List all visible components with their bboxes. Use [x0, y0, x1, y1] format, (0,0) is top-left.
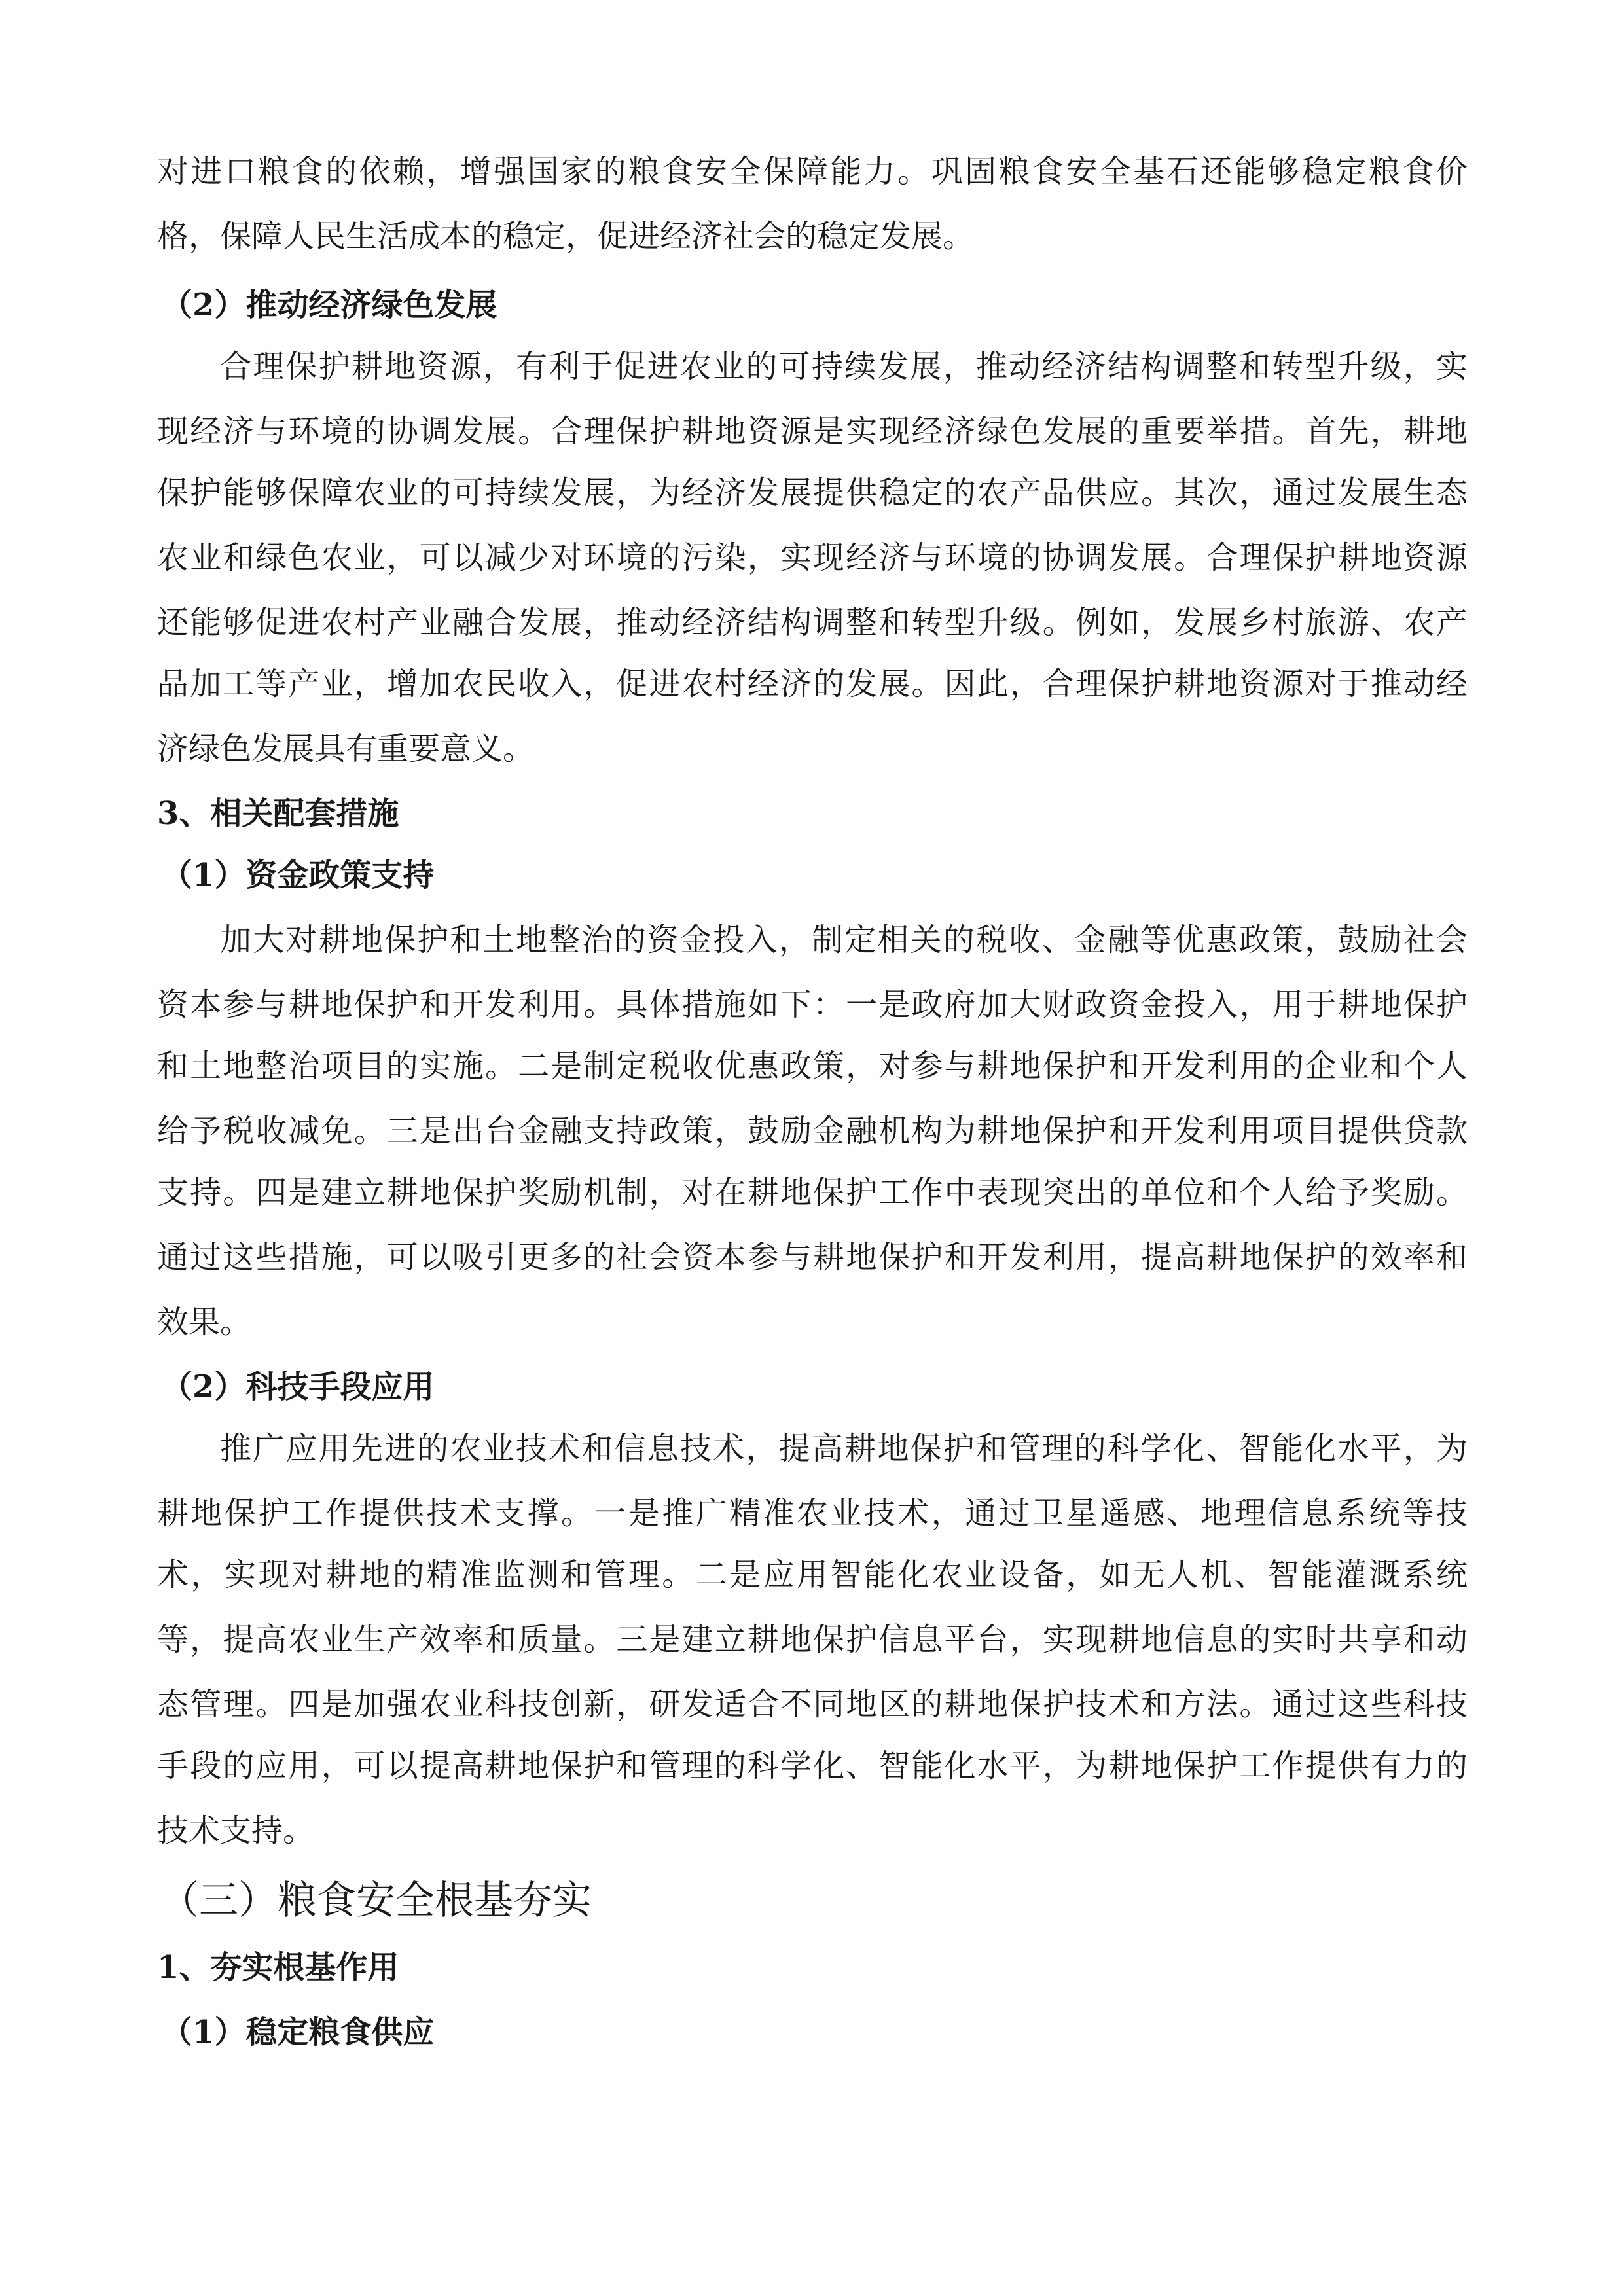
- text-line: 还能够促进农村产业融合发展，推动经济结构调整和转型升级。例如，发展乡村旅游、农产: [157, 604, 1468, 641]
- text-line: 现经济与环境的协调发展。合理保护耕地资源是实现经济绿色发展的重要举措。首先，耕地: [157, 413, 1468, 450]
- text-line: 技术支持。: [157, 1812, 315, 1849]
- text-line: 和土地整治项目的实施。二是制定税收优惠政策，对参与耕地保护和开发利用的企业和个人: [157, 1048, 1468, 1085]
- text-line: 加大对耕地保护和土地整治的资金投入，制定相关的税收、金融等优惠政策，鼓励社会: [220, 922, 1468, 958]
- subsection-heading: （1）资金政策支持: [161, 857, 435, 893]
- text-line: 对进口粮食的依赖，增强国家的粮食安全保障能力。巩固粮食安全基石还能够稳定粮食价: [157, 153, 1468, 190]
- chapter-heading: （三）粮食安全根基夯实: [160, 1878, 592, 1924]
- text-line: 保护能够保障农业的可持续发展，为经济发展提供稳定的农产品供应。其次，通过发展生态: [157, 475, 1468, 511]
- text-line: 给予税收减免。三是出台金融支持政策，鼓励金融机构为耕地保护和开发利用项目提供贷款: [157, 1113, 1468, 1149]
- text-line: 推广应用先进的农业技术和信息技术，提高耕地保护和管理的科学化、智能化水平，为: [220, 1430, 1468, 1467]
- text-line: 手段的应用，可以提高耕地保护和管理的科学化、智能化水平，为耕地保护工作提供有力的: [157, 1748, 1468, 1784]
- text-line: 态管理。四是加强农业科技创新，研发适合不同地区的耕地保护技术和方法。通过这些科技: [157, 1686, 1468, 1723]
- subsection-heading: （1）稳定粮食供应: [161, 2014, 435, 2051]
- text-line: 术，实现对耕地的精准监测和管理。二是应用智能化农业设备，如无人机、智能灌溉系统: [157, 1556, 1468, 1593]
- text-line: 品加工等产业，增加农民收入，促进农村经济的发展。因此，合理保护耕地资源对于推动经: [157, 666, 1468, 702]
- text-line: 合理保护耕地资源，有利于促进农业的可持续发展，推动经济结构调整和转型升级，实: [220, 348, 1468, 385]
- subsection-heading: （2）推动经济绿色发展: [161, 287, 497, 323]
- text-line: 效果。: [157, 1304, 252, 1340]
- text-line: 格，保障人民生活成本的稳定，促进经济社会的稳定发展。: [157, 218, 975, 255]
- text-line: 农业和绿色农业，可以减少对环境的污染，实现经济与环境的协调发展。合理保护耕地资源: [157, 539, 1468, 576]
- text-line: 支持。四是建立耕地保护奖励机制，对在耕地保护工作中表现突出的单位和个人给予奖励。: [157, 1174, 1468, 1211]
- text-line: 耕地保护工作提供技术支撑。一是推广精准农业技术，通过卫星遥感、地理信息系统等技: [157, 1495, 1468, 1532]
- text-line: 济绿色发展具有重要意义。: [157, 730, 535, 767]
- text-line: 等，提高农业生产效率和质量。三是建立耕地保护信息平台，实现耕地信息的实时共享和动: [157, 1621, 1468, 1658]
- text-line: 通过这些措施，可以吸引更多的社会资本参与耕地保护和开发利用，提高耕地保护的效率和: [157, 1239, 1468, 1276]
- section-heading: 3、相关配套措施: [157, 795, 399, 832]
- section-heading: 1、夯实根基作用: [157, 1949, 399, 1986]
- subsection-heading: （2）科技手段应用: [161, 1369, 435, 1405]
- text-line: 资本参与耕地保护和开发利用。具体措施如下：一是政府加大财政资金投入，用于耕地保护: [157, 986, 1468, 1023]
